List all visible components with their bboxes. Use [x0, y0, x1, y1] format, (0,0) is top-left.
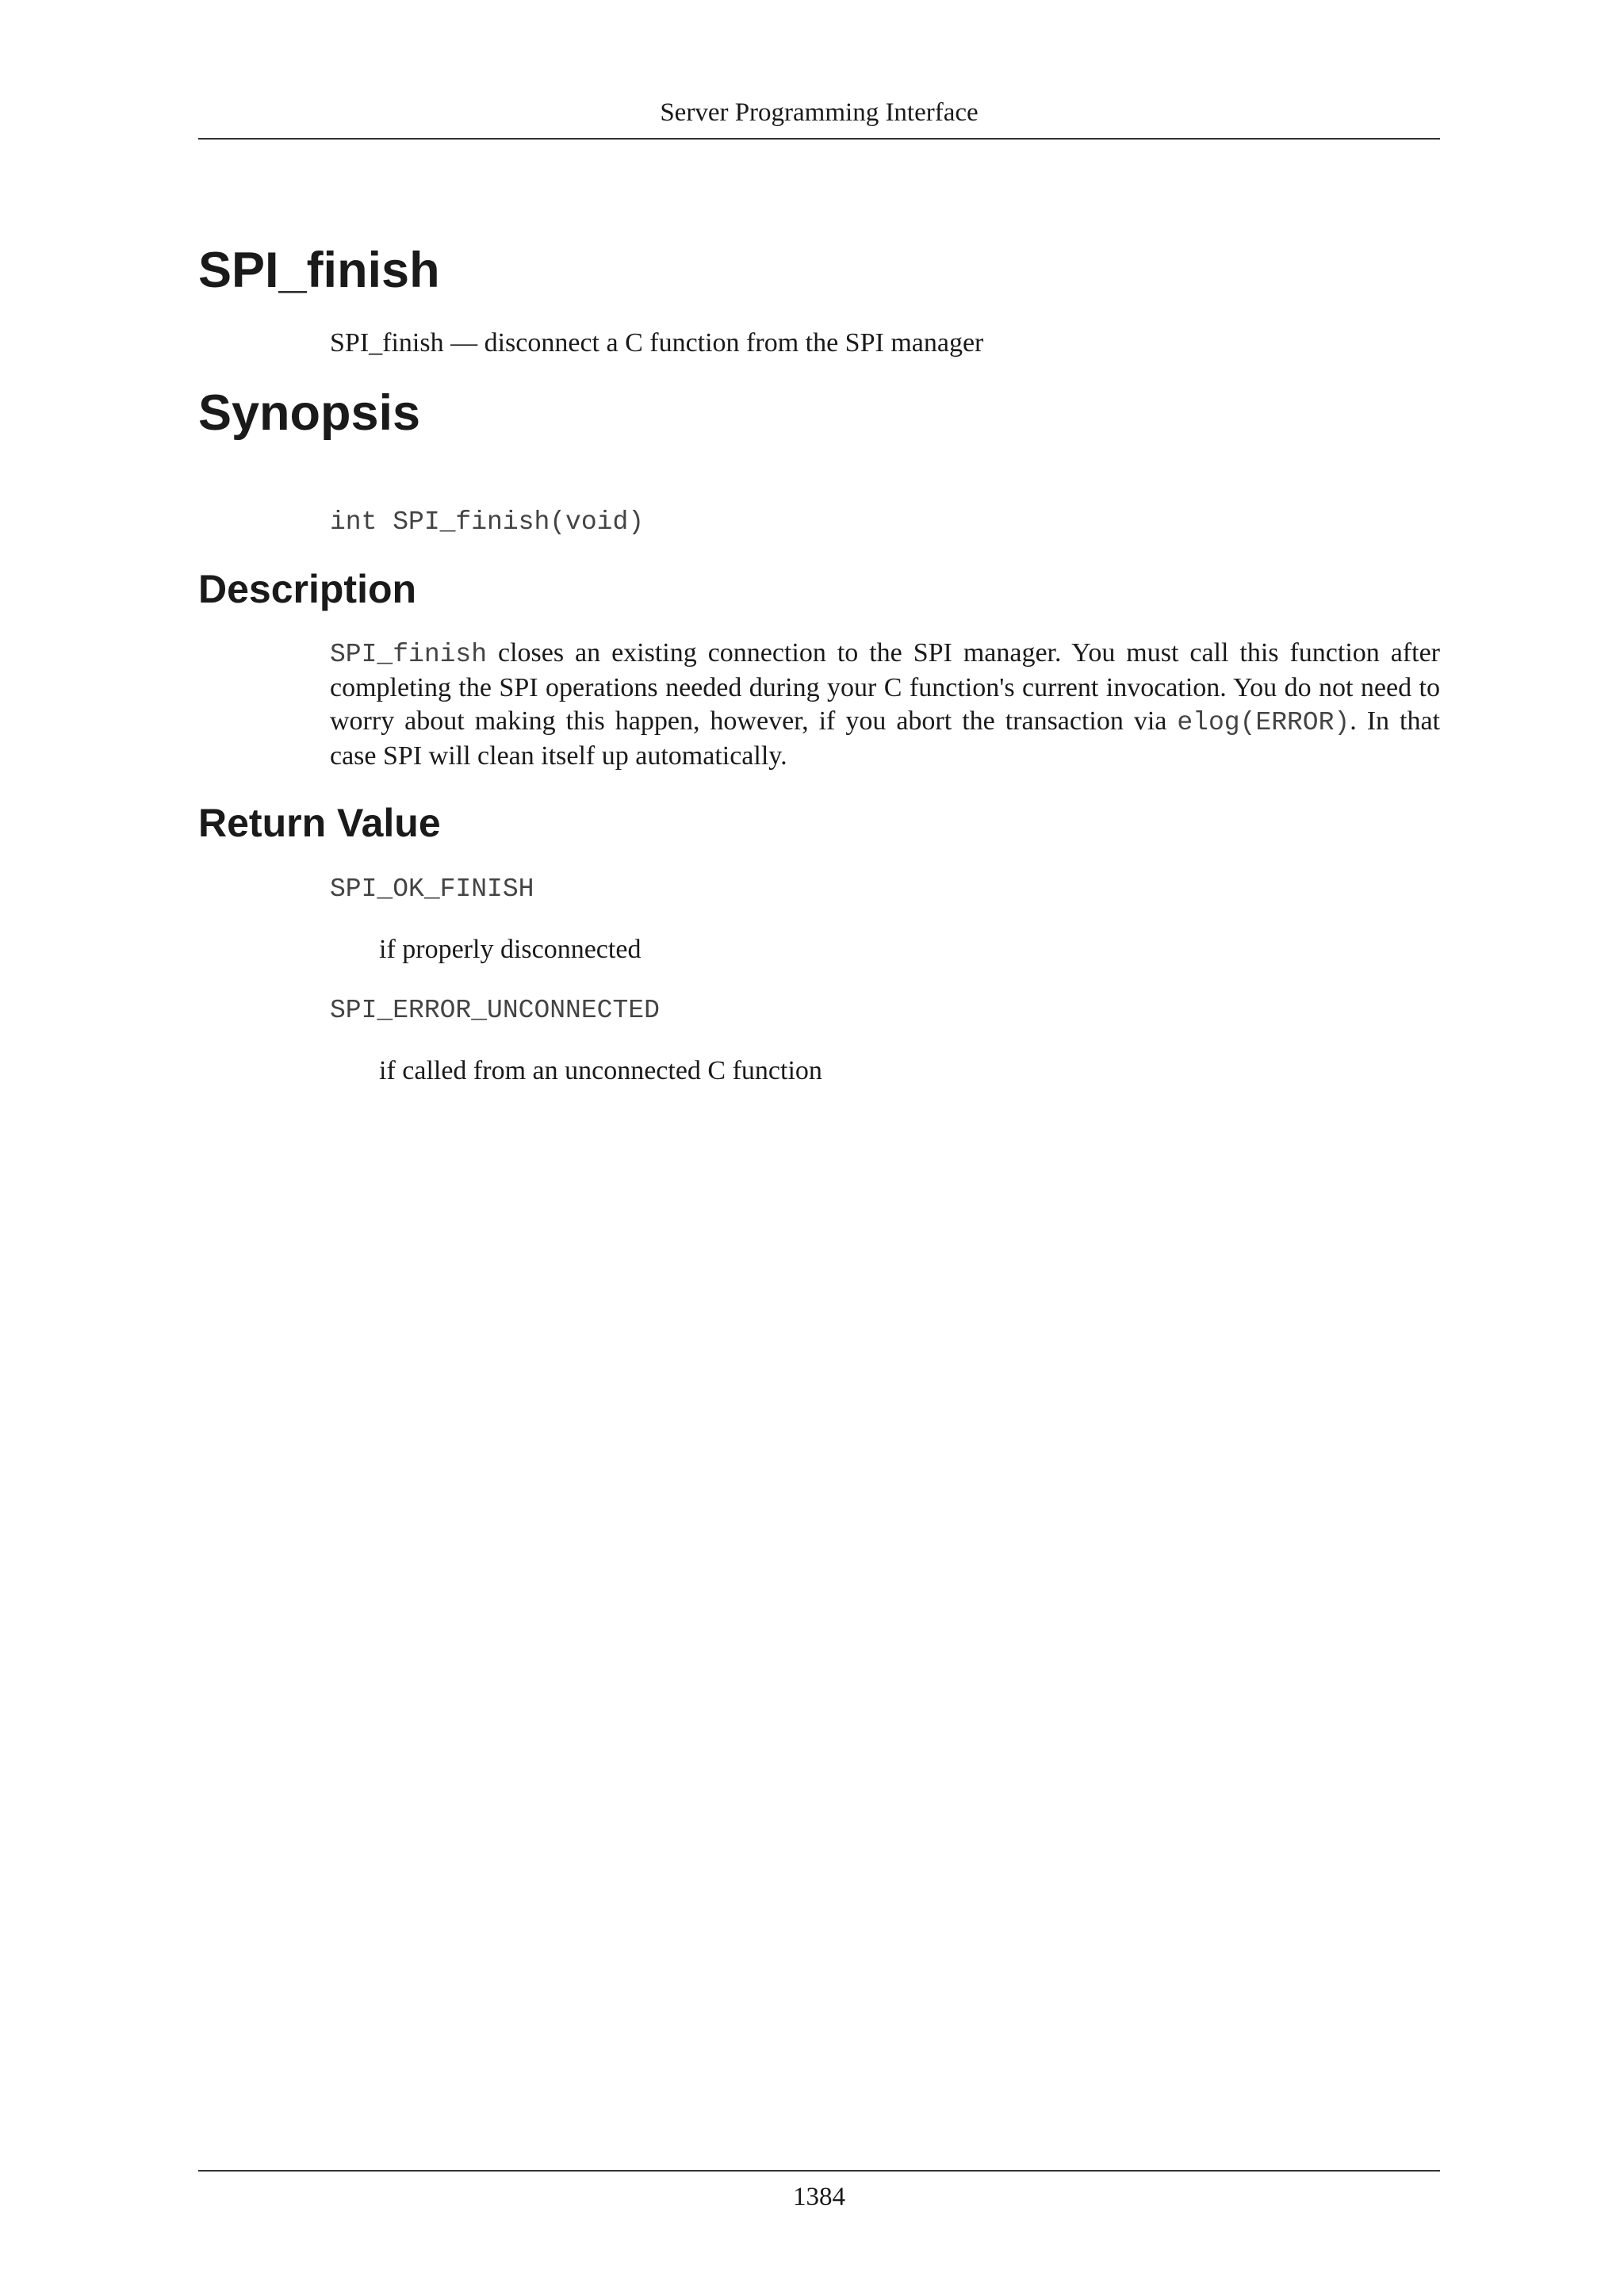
description-text-2: . In that case SPI will clean itself up automatically. [330, 706, 1440, 771]
description-heading: Description [198, 567, 417, 611]
description-text-1: closes an existing connection to the SPI manager. You must call this function after completing the SPI operations needed during your C function's current invocation. You do not need to worry about making this happen, however, if you abort the transaction via [330, 638, 1440, 736]
description-paragraph [330, 637, 1440, 773]
function-name-code: SPI_finish [330, 640, 488, 669]
page-number: 1384 [198, 2170, 1440, 2216]
synopsis-heading: Synopsis [198, 385, 421, 441]
elog-code: elog(ERROR) [1177, 708, 1350, 737]
return-term: SPI_ERROR_UNCONNECTED [330, 996, 660, 1025]
return-definition: if called from an unconnected C function [379, 1056, 822, 1085]
page-title: SPI_finish [198, 243, 440, 298]
running-header: Server Programming Interface [198, 94, 1440, 140]
return-definition: if properly disconnected [379, 935, 642, 964]
refname-purpose: SPI_finish — disconnect a C function from the SPI manager [330, 328, 984, 358]
return-value-heading: Return Value [198, 801, 441, 845]
return-term: SPI_OK_FINISH [330, 874, 534, 904]
synopsis-code: int SPI_finish(void) [330, 507, 645, 537]
